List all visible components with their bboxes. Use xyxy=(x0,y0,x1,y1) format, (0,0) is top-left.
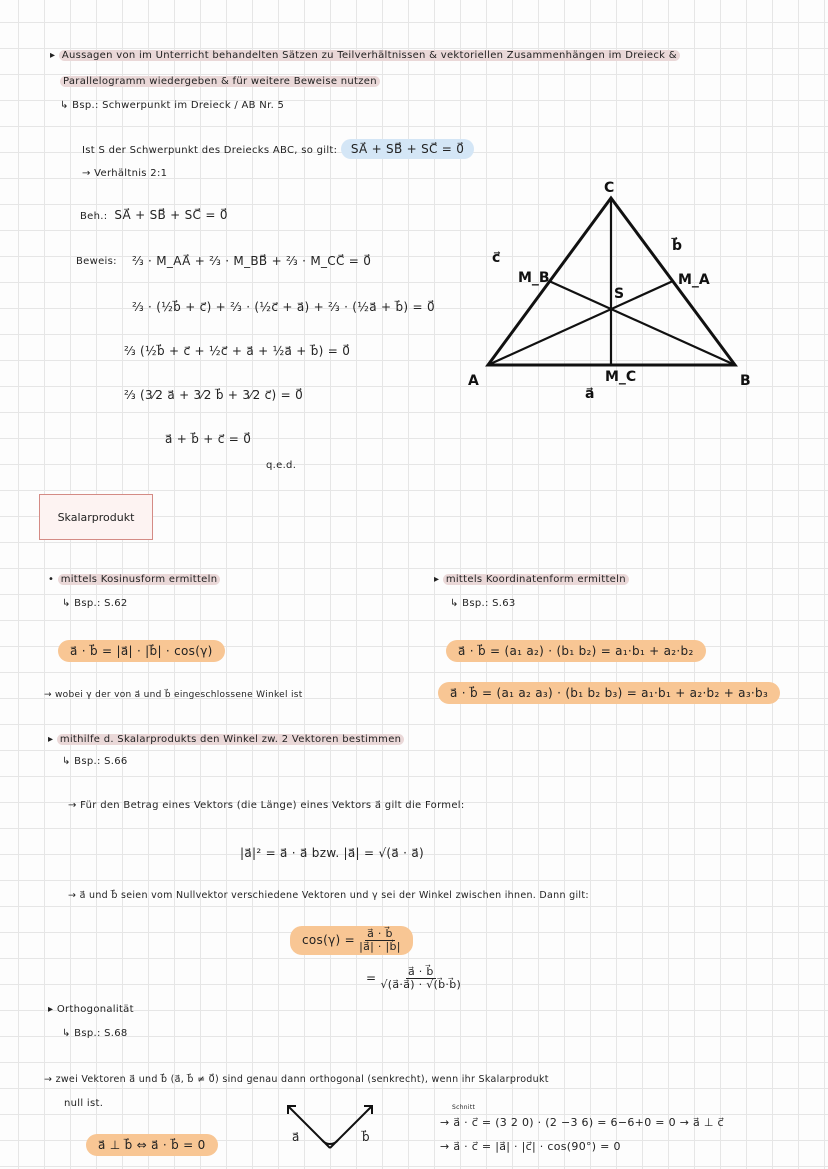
coord-formula-3d: a⃗ · b⃗ = (a₁ a₂ a₃) · (b₁ b₂ b₃) = a₁·b₁ + a₂·b₂ + a₃·b₃ xyxy=(438,682,780,704)
premise-text: → a⃗ und b⃗ seien vom Nullvektor verschiedene Vektoren und γ sei der Winkel zwischen ihnen. Dann gilt: xyxy=(68,890,589,901)
claim: Beh.: SA⃗ + SB⃗ + SC⃗ = 0⃗ xyxy=(80,208,228,222)
ortho-example-2: → a⃗ · c⃗ = |a⃗| · |c⃗| · cos(90°) = 0 xyxy=(440,1140,621,1153)
coord-formula-2d: a⃗ · b⃗ = (a₁ a₂) · (b₁ b₂) = a₁·b₁ + a₂·b₂ xyxy=(446,640,706,662)
cosine-note: → wobei γ der von a⃗ und b⃗ eingeschlossene Winkel ist xyxy=(44,690,303,700)
qed: q.e.d. xyxy=(266,460,297,471)
length-text: → Für den Betrag eines Vektors (die Länge) eines Vektors a⃗ gilt die Formel: xyxy=(68,800,465,811)
label-mc: M_C xyxy=(605,369,637,385)
label-vec-b: b⃗ xyxy=(672,238,683,254)
label-vec-a: a⃗ xyxy=(585,386,595,402)
section-title-box xyxy=(39,494,153,540)
proof-label: Beweis: xyxy=(76,256,117,267)
cosine-example: ↳ Bsp.: S.62 xyxy=(62,598,128,609)
label-mb: M_B xyxy=(518,270,550,286)
ortho-example-label: Schnitt xyxy=(452,1104,476,1111)
cosine-heading: • mittels Kosinusform ermitteln xyxy=(48,574,220,585)
label-b: B xyxy=(740,373,751,389)
label-a: A xyxy=(468,373,479,389)
label-s: S xyxy=(614,286,625,302)
ortho-example: ↳ Bsp.: S.68 xyxy=(62,1028,128,1039)
median-b xyxy=(549,281,735,365)
centroid-statement: Ist S der Schwerpunkt des Dreiecks ABC, so gilt: SA⃗ + SB⃗ + SC⃗ = 0⃗ xyxy=(82,142,474,156)
proof-step-5: a⃗ + b⃗ + c⃗ = 0⃗ xyxy=(165,432,252,446)
ortho-line-1: → zwei Vektoren a⃗ und b⃗ (a⃗, b⃗ ≠ 0⃗) sind genau dann orthogonal (senkrecht), wenn ihr Skalarprodukt xyxy=(44,1074,549,1085)
label-ma: M_A xyxy=(678,272,710,288)
cos-formula-alt: = $\frac{a⃗ \cdot b⃗}{√(a⃗\cdot a⃗) \cdot √(b⃗\cdot b⃗)}$ xyxy=(366,965,462,992)
label-vec-c: c⃗ xyxy=(492,250,501,266)
length-formula: |a⃗|² = a⃗ · a⃗ bzw. |a⃗| = √(a⃗ · a⃗) xyxy=(240,846,425,860)
ortho-diagram-label-a: a⃗ xyxy=(292,1130,300,1144)
label-c: C xyxy=(604,180,615,196)
section-title: Skalarprodukt xyxy=(57,510,135,524)
intro-line-2: Parallelogramm wiedergeben & für weitere Beweise nutzen xyxy=(60,76,380,87)
cosine-formula: a⃗ · b⃗ = |a⃗| · |b⃗| · cos(γ) xyxy=(58,640,225,662)
proof-step-1: ⅔ · M_AA⃗ + ⅔ · M_BB⃗ + ⅔ · M_CC⃗ = 0⃗ xyxy=(132,254,372,268)
intro-line-1: ▸ Aussagen von im Unterricht behandelten Sätzen zu Teilverhältnissen & vektoriellen Zusammenhängen im Dreieck & xyxy=(50,50,680,61)
proof-step-3: ⅔ (½b⃗ + c⃗ + ½c⃗ + a⃗ + ½a⃗ + b⃗) = 0⃗ xyxy=(124,344,351,358)
coord-example: ↳ Bsp.: S.63 xyxy=(450,598,516,609)
orthogonal-diagram xyxy=(288,1106,372,1148)
proof-step-4: ⅔ (3⁄2 a⃗ + 3⁄2 b⃗ + 3⁄2 c⃗) = 0⃗ xyxy=(124,388,304,402)
ortho-example-1: → a⃗ · c⃗ = (3 2 0) · (2 −3 6) = 6−6+0 = 0 → a⃗ ⊥ c⃗ xyxy=(440,1116,724,1129)
angle-example: ↳ Bsp.: S.66 xyxy=(62,756,128,767)
intro-example: ↳ Bsp.: Schwerpunkt im Dreieck / AB Nr. 5 xyxy=(60,100,285,111)
coord-heading: ▸ mittels Koordinatenform ermitteln xyxy=(434,574,629,585)
angle-heading: ▸ mithilfe d. Skalarprodukts den Winkel zw. 2 Vektoren bestimmen xyxy=(48,734,404,745)
ortho-line-2: null ist. xyxy=(64,1098,104,1109)
proof-step-2: ⅔ · (½b⃗ + c⃗) + ⅔ · (½c⃗ + a⃗) + ⅔ · (½a⃗ + b⃗) = 0⃗ xyxy=(132,300,435,314)
median-a xyxy=(488,281,673,365)
cos-formula: cos(γ) = $\frac{a⃗ \cdot b⃗}{|a⃗| \cdot |b⃗|}$ xyxy=(290,926,413,955)
ortho-formula: a⃗ ⊥ b⃗ ⇔ a⃗ · b⃗ = 0 xyxy=(86,1134,218,1156)
ortho-diagram-label-b: b⃗ xyxy=(362,1130,370,1144)
ortho-heading: ▸ Orthogonalität xyxy=(48,1004,134,1015)
ratio-note: → Verhältnis 2:1 xyxy=(82,168,168,179)
